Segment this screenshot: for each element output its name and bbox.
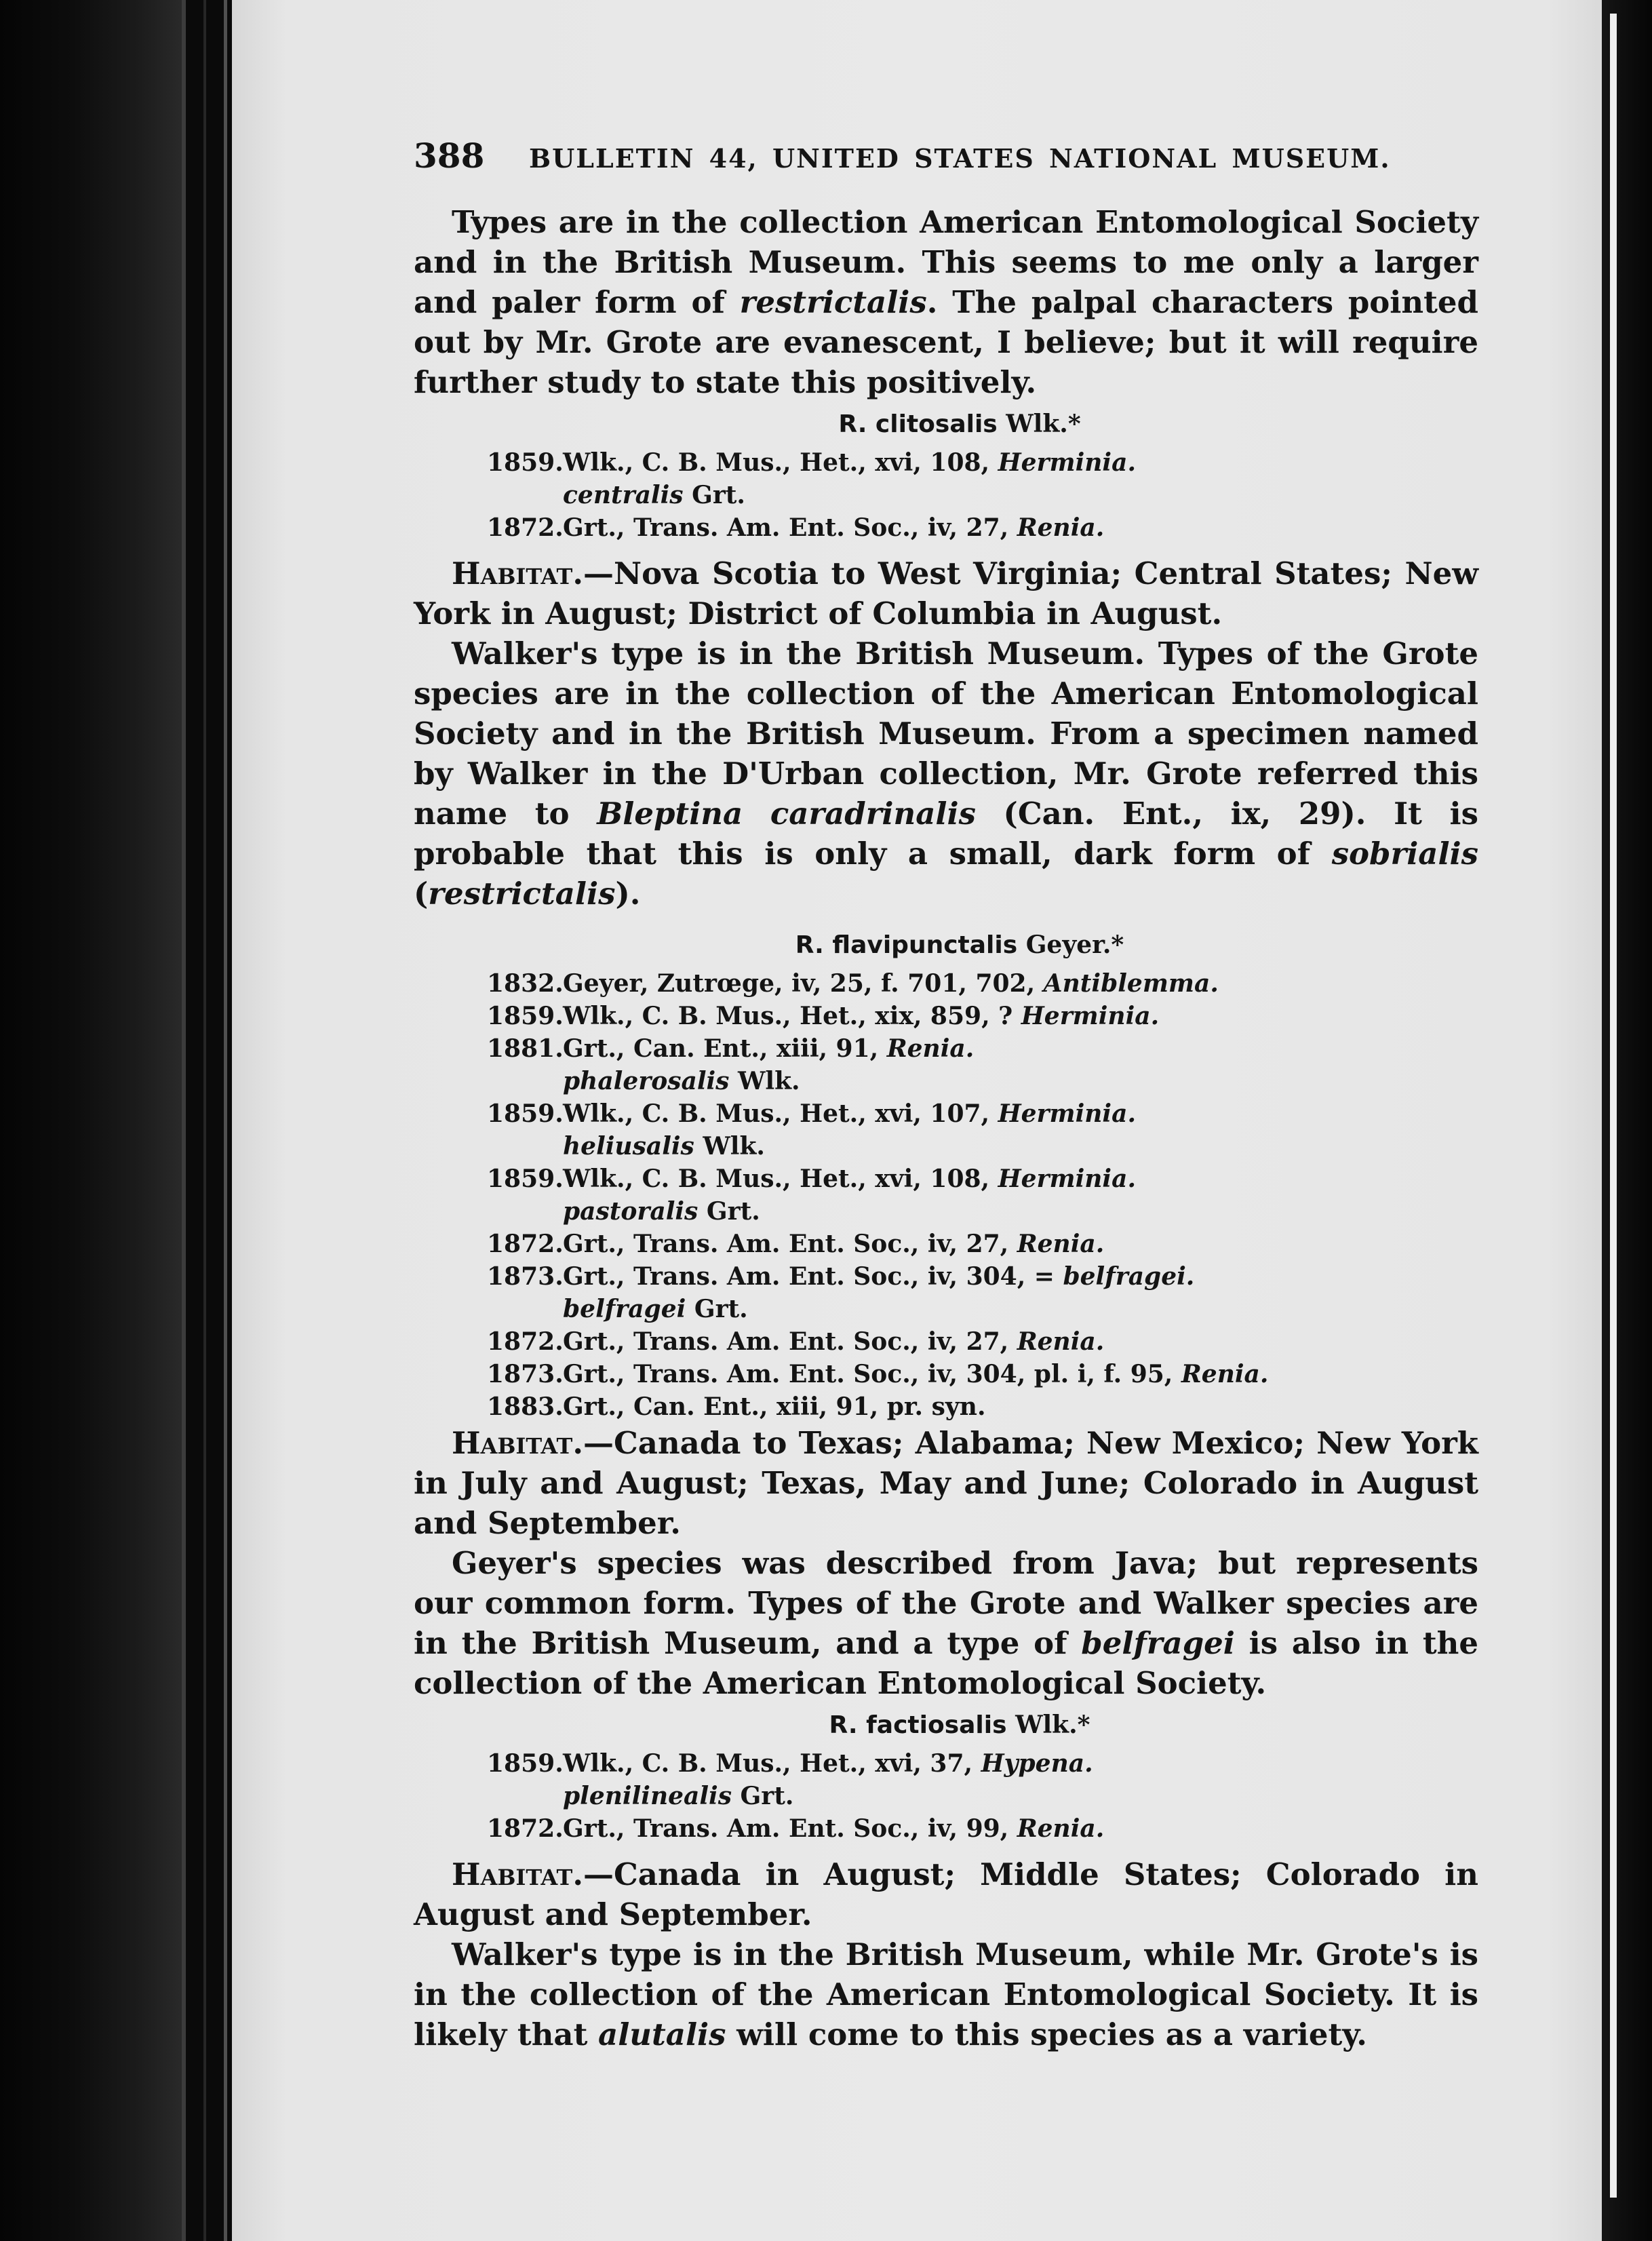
year: 1872. — [487, 1814, 564, 1843]
year: 1859. — [487, 1749, 564, 1778]
year: 1872. — [487, 1327, 564, 1356]
bibliography-line — [487, 479, 1478, 511]
text-run: Wlk.* — [1006, 1711, 1090, 1739]
text-run: alutalis — [598, 2016, 726, 2052]
text-run: Habitat. — [452, 1856, 583, 1892]
text-run: Wlk., C. B. Mus., Het., xvi, 108, — [563, 1165, 998, 1193]
species-heading — [414, 1703, 1478, 1747]
bibliography-line — [487, 1228, 1478, 1260]
page-text — [414, 136, 1478, 2054]
bibliography-line — [487, 1358, 1478, 1390]
species-heading — [414, 923, 1478, 967]
spine-edge-line — [203, 0, 206, 2241]
text-run: Geyer, Zutrœge, iv, 25, f. 701, 702, — [563, 969, 1044, 998]
text-run: sobrialis — [1331, 836, 1478, 872]
text-run: Habitat. — [452, 556, 583, 591]
text-run: Renia. — [1017, 1814, 1105, 1843]
text-run: Grt., Trans. Am. Ent. Soc., iv, 99, — [563, 1814, 1017, 1843]
text-run: Grt., Trans. Am. Ent. Soc., iv, 27, — [563, 1230, 1017, 1258]
year: 1859. — [487, 1099, 564, 1128]
running-title: BULLETIN 44, UNITED STATES NATIONAL MUSEUM. — [529, 143, 1391, 174]
text-run: —Nova Scotia to West Virginia; Central States; New York in August; District of Columbia in August. — [414, 556, 1478, 631]
text-run: Grt. — [731, 1782, 794, 1810]
text-run: Antiblemma. — [1043, 969, 1219, 998]
text-run: Herminia. — [998, 448, 1136, 477]
text-run: phalerosalis — [563, 1067, 730, 1095]
bibliography-line — [487, 1000, 1478, 1032]
text-run: Renia. — [1181, 1360, 1269, 1388]
text-run: Types are in the collection American Entomological Society and in the British Museum. This seems to me only a larger and paler form of — [414, 204, 1478, 320]
year: 1883. — [487, 1392, 564, 1421]
text-run: belfragei — [1081, 1625, 1235, 1661]
year: 1859. — [487, 1165, 564, 1193]
text-run: Habitat. — [452, 1425, 583, 1461]
paragraph — [414, 1934, 1478, 2054]
text-run: Herminia. — [1021, 1002, 1160, 1030]
bibliography — [414, 967, 1478, 1423]
text-run: Grt., Trans. Am. Ent. Soc., iv, 304, = — [563, 1262, 1063, 1291]
bibliography-line — [487, 446, 1478, 479]
text-run: Wlk. — [729, 1067, 800, 1095]
text-run: Wlk. — [694, 1132, 765, 1161]
text-run: (Can. Ent., ix, 29). It is probable that this is only a small, dark form of — [414, 796, 1478, 872]
bibliography-line — [487, 1260, 1478, 1293]
facing-page-sliver — [1610, 14, 1617, 2198]
year: 1859. — [487, 448, 564, 477]
text-run: —Canada to Texas; Alabama; New Mexico; New York in July and August; Texas, May and June; Colorado in August and September. — [414, 1425, 1478, 1541]
text-run: Renia. — [1017, 1327, 1105, 1356]
spine-edge-line — [224, 0, 227, 2241]
text-run: heliusalis — [563, 1132, 694, 1161]
text-run: Wlk., C. B. Mus., Het., xvi, 37, — [563, 1749, 981, 1778]
bibliography-line — [487, 1747, 1478, 1780]
text-run: belfragei. — [1063, 1262, 1195, 1291]
text-run: Grt. — [698, 1197, 760, 1226]
text-run: Wlk., C. B. Mus., Het., xix, 859, ? — [563, 1002, 1021, 1030]
bibliography-line — [487, 1812, 1478, 1845]
bibliography-line — [487, 967, 1478, 1000]
text-run: Grt., Can. Ent., xiii, 91, pr. syn. — [563, 1392, 986, 1421]
text-run: Wlk., C. B. Mus., Het., xvi, 108, — [563, 448, 998, 477]
year: 1881. — [487, 1034, 564, 1063]
paragraph — [414, 634, 1478, 914]
bibliography-line — [487, 1293, 1478, 1325]
text-run: R. flavipunctalis — [795, 931, 1018, 959]
bibliography-line — [487, 1130, 1478, 1163]
text-run: Walker's type is in the British Museum, while Mr. Grote's is in the collection of the American Entomological Society. It is likely that — [414, 1936, 1478, 2052]
text-run: Grt. — [686, 1295, 748, 1323]
spine-edge-line — [182, 0, 186, 2241]
text-run: Herminia. — [998, 1165, 1136, 1193]
text-run: belfragei — [563, 1295, 686, 1323]
page-header — [414, 136, 1478, 190]
text-run: Hypena. — [981, 1749, 1093, 1778]
year: 1859. — [487, 1002, 564, 1030]
text-run: Geyer.* — [1017, 931, 1124, 959]
text-run: Bleptina caradrinalis — [597, 796, 976, 832]
bibliography — [414, 446, 1478, 544]
habitat-paragraph — [414, 1423, 1478, 1543]
text-run: R. clitosalis — [838, 410, 998, 438]
text-run: is also in the collection of the American Entomological Society. — [414, 1625, 1478, 1701]
text-run: will come to this species as a variety. — [726, 2016, 1367, 2052]
habitat-paragraph — [414, 1854, 1478, 1934]
year: 1873. — [487, 1360, 564, 1388]
book-spine — [0, 0, 183, 2241]
text-run: centralis — [563, 481, 684, 509]
bibliography-line — [487, 1780, 1478, 1812]
text-run: pastoralis — [563, 1197, 699, 1226]
bibliography-line — [487, 1390, 1478, 1423]
text-run: ). — [615, 876, 641, 912]
bibliography-line — [487, 1065, 1478, 1097]
text-run: —Canada in August; Middle States; Colorado in August and September. — [414, 1856, 1478, 1932]
paragraph — [414, 202, 1478, 402]
year: 1872. — [487, 1230, 564, 1258]
species-heading — [414, 402, 1478, 446]
text-run: Grt., Trans. Am. Ent. Soc., iv, 27, — [563, 513, 1017, 542]
text-run: . The palpal characters pointed out by Mr. Grote are evanescent, I believe; but it will require further study to state this positively. — [414, 284, 1478, 400]
bibliography — [414, 1747, 1478, 1845]
text-run: Grt., Can. Ent., xiii, 91, — [563, 1034, 887, 1063]
text-run: restrictalis — [739, 284, 927, 320]
text-run: Geyer's species was described from Java; but represents our common form. Types of the Grote and Walker species are in the British Museum, and a type of — [414, 1545, 1478, 1661]
year: 1873. — [487, 1262, 564, 1291]
page-number: 388 — [414, 136, 485, 176]
text-run: Herminia. — [998, 1099, 1136, 1128]
bibliography-line — [487, 1325, 1478, 1358]
text-run: Renia. — [886, 1034, 975, 1063]
bibliography-line — [487, 1032, 1478, 1065]
text-run: ( — [414, 876, 429, 912]
text-run: Renia. — [1017, 1230, 1105, 1258]
text-run: restrictalis — [428, 876, 616, 912]
bibliography-line — [487, 1163, 1478, 1195]
bibliography-line — [487, 1195, 1478, 1228]
paragraph — [414, 1543, 1478, 1703]
text-run: Wlk.* — [997, 410, 1081, 438]
text-run: Walker's type is in the British Museum. Types of the Grote species are in the collection of the American Entomological Society and in the British Museum. From a specimen named by Walker in the D'Urban collection, Mr. Grote referred this name to — [414, 636, 1478, 832]
bibliography-line — [487, 511, 1478, 544]
habitat-paragraph — [414, 553, 1478, 634]
text-run: R. factiosalis — [829, 1711, 1007, 1739]
text-run: Wlk., C. B. Mus., Het., xvi, 107, — [563, 1099, 998, 1128]
year: 1872. — [487, 513, 564, 542]
year: 1832. — [487, 969, 564, 998]
bibliography-line — [487, 1097, 1478, 1130]
text-run: Grt., Trans. Am. Ent. Soc., iv, 304, pl. i, f. 95, — [563, 1360, 1181, 1388]
text-run: Renia. — [1017, 513, 1105, 542]
text-run: plenilinealis — [563, 1782, 732, 1810]
text-run: Grt. — [683, 481, 745, 509]
text-run: Grt., Trans. Am. Ent. Soc., iv, 27, — [563, 1327, 1017, 1356]
